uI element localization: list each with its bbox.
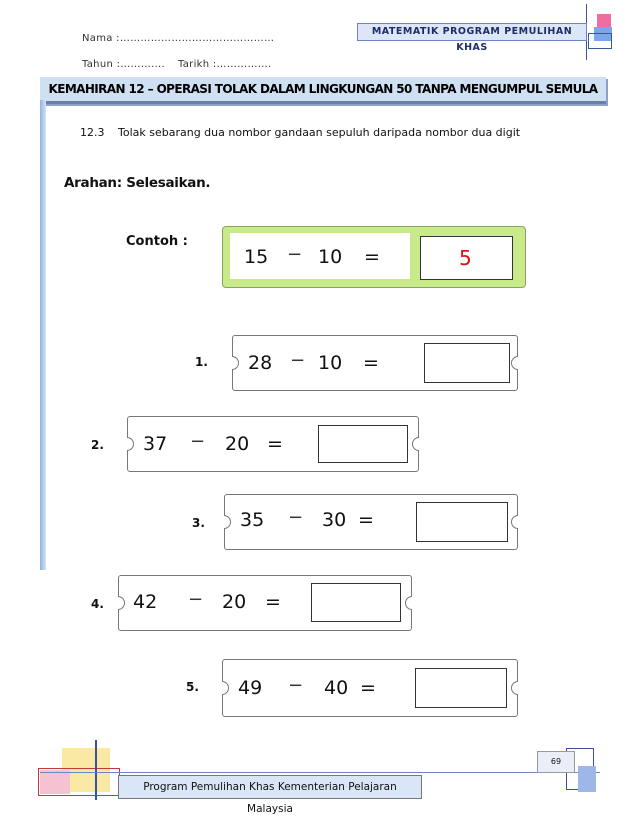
question-3-label: 3.	[192, 516, 205, 530]
question-4-equals: =	[265, 591, 281, 613]
question-3-operand-a: 35	[240, 509, 265, 531]
question-2-label: 2.	[91, 438, 104, 452]
example-label: Contoh :	[126, 234, 188, 249]
question-4-label: 4.	[91, 597, 104, 611]
decor-square-outline	[588, 33, 612, 49]
question-2-operand-a: 37	[143, 433, 168, 455]
objective-number: 12.3	[80, 126, 105, 139]
question-5-operator: −	[288, 675, 304, 696]
decor-line-bottom	[95, 740, 97, 800]
question-5-label: 5.	[186, 680, 199, 694]
page-title: KEMAHIRAN 12 – OPERASI TOLAK DALAM LINGKUNGAN 50 TANPA MENGUMPUL SEMULA	[48, 82, 598, 96]
question-1-operator: −	[290, 350, 306, 371]
example-operand-a: 15	[244, 246, 269, 268]
question-1-answer-box[interactable]	[424, 343, 510, 383]
question-4-operand-a: 42	[133, 591, 158, 613]
example-operand-b: 10	[318, 246, 343, 268]
instruction: Arahan: Selesaikan.	[64, 175, 211, 191]
question-3-equals: =	[358, 509, 374, 531]
question-5-operand-b: 40	[324, 677, 349, 699]
left-stripe	[40, 100, 46, 570]
question-5-equals: =	[360, 677, 376, 699]
question-4-operand-b: 20	[222, 591, 247, 613]
question-1-operand-b: 10	[318, 352, 343, 374]
question-5-operand-a: 49	[238, 677, 263, 699]
program-banner: MATEMATIK PROGRAM PEMULIHAN KHAS	[357, 23, 587, 41]
question-3-answer-box[interactable]	[416, 502, 508, 542]
question-4-answer-box[interactable]	[311, 583, 401, 622]
tahun-field: Tahun :………….	[82, 59, 165, 70]
question-2-operand-b: 20	[225, 433, 250, 455]
question-1-label: 1.	[195, 355, 208, 369]
question-1-operand-a: 28	[248, 352, 273, 374]
tarikh-field: Tarikh :…………….	[178, 59, 272, 70]
question-3-operator: −	[288, 507, 304, 528]
question-5-answer-box[interactable]	[415, 668, 507, 708]
question-3-operand-b: 30	[322, 509, 347, 531]
footer-bar: Program Pemulihan Khas Kementerian Pelajaran Malaysia	[118, 775, 422, 799]
decor-line-bottom-h	[40, 772, 600, 773]
question-2-answer-box[interactable]	[318, 425, 408, 463]
decor-square-right-blue	[578, 766, 596, 792]
question-2-operator: −	[190, 431, 206, 452]
decor-square-pink	[597, 14, 611, 28]
question-4-operator: −	[188, 589, 204, 610]
example-answer: 5	[459, 246, 472, 270]
example-equals: =	[364, 246, 380, 268]
question-2-equals: =	[267, 433, 283, 455]
example-operator: −	[287, 244, 303, 265]
objective-text: Tolak sebarang dua nombor gandaan sepuluh daripada nombor dua digit	[118, 126, 521, 139]
question-1-equals: =	[363, 352, 379, 374]
nama-field: Nama :………………………………………	[82, 33, 275, 44]
page-number: 69	[537, 751, 575, 773]
